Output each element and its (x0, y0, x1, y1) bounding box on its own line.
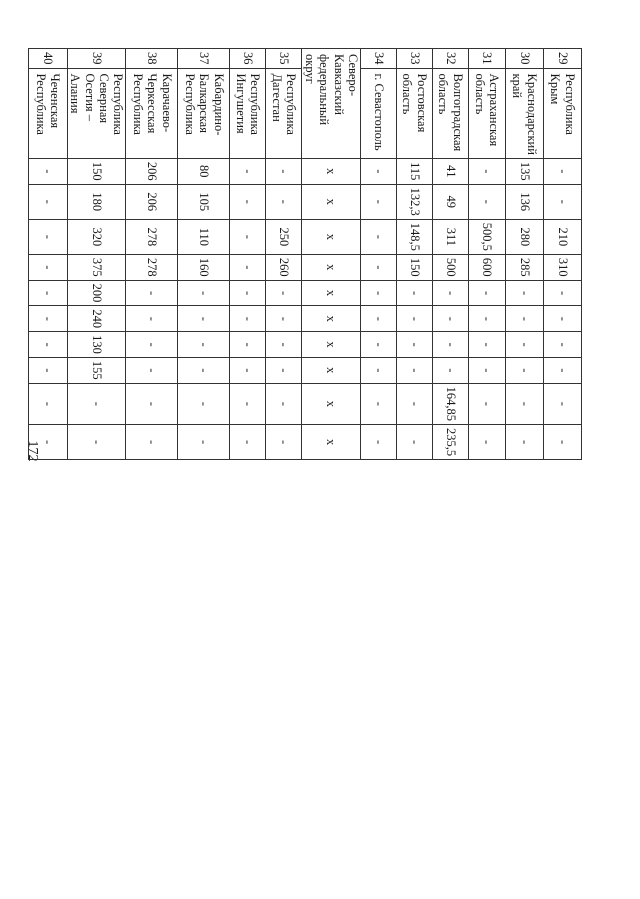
value-cell: - (361, 254, 397, 280)
value-cell: - (469, 425, 506, 460)
value-cell: - (230, 158, 266, 184)
value-cell: - (230, 332, 266, 358)
value-cell: - (361, 219, 397, 254)
value-cell: - (506, 425, 544, 460)
value-cell: - (68, 383, 127, 424)
table-row (29, 49, 68, 460)
value-cell: 150 (397, 254, 433, 280)
value-cell: - (544, 306, 582, 332)
page-number: 172 (25, 440, 40, 462)
value-cell: - (361, 425, 397, 460)
value-cell: 278 (126, 219, 178, 254)
value-cell: - (126, 425, 178, 460)
value-cell: - (397, 280, 433, 306)
value-cell: - (544, 280, 582, 306)
value-cell: - (126, 383, 178, 424)
table-row (361, 49, 397, 460)
value-cell: 206 (126, 184, 178, 219)
row-number-cell: 36 (230, 49, 266, 69)
value-cell: - (361, 306, 397, 332)
value-cell: х (302, 383, 361, 424)
value-cell: 311 (433, 219, 469, 254)
value-cell: - (506, 306, 544, 332)
value-cell: - (230, 184, 266, 219)
value-cell: - (68, 425, 127, 460)
value-cell: - (266, 383, 302, 424)
value-cell: - (266, 306, 302, 332)
row-number-cell: 31 (469, 49, 506, 69)
value-cell: - (266, 184, 302, 219)
value-cell: 155 (68, 357, 127, 383)
value-cell: - (397, 357, 433, 383)
value-cell: 310 (544, 254, 582, 280)
value-cell: - (361, 158, 397, 184)
value-cell: - (361, 280, 397, 306)
value-cell: 260 (266, 254, 302, 280)
value-cell: - (230, 383, 266, 424)
value-cell: - (433, 332, 469, 358)
table-row (68, 49, 127, 460)
region-name-cell: Ростовская область (397, 68, 433, 158)
value-cell: - (29, 425, 68, 460)
row-number-cell: 38 (126, 49, 178, 69)
value-cell: - (29, 332, 68, 358)
value-cell: - (469, 357, 506, 383)
region-name-cell: г. Севастополь (361, 68, 397, 158)
region-name-cell: Чеченская Республика (29, 68, 68, 158)
value-cell: 115 (397, 158, 433, 184)
value-cell: - (433, 357, 469, 383)
row-number-cell: 33 (397, 49, 433, 69)
value-cell: - (544, 184, 582, 219)
value-cell: 49 (433, 184, 469, 219)
value-cell: 130 (68, 332, 127, 358)
row-number-cell: 32 (433, 49, 469, 69)
row-number-cell: 30 (506, 49, 544, 69)
region-name-cell: Республика Крым (544, 68, 582, 158)
value-cell: - (230, 425, 266, 460)
value-cell: - (544, 383, 582, 424)
region-name-cell: Волгоградская область (433, 68, 469, 158)
value-cell: - (178, 280, 230, 306)
value-cell: 136 (506, 184, 544, 219)
table-row (506, 49, 544, 460)
value-cell: - (29, 184, 68, 219)
row-number-cell: 37 (178, 49, 230, 69)
value-cell: - (544, 425, 582, 460)
value-cell: - (29, 254, 68, 280)
table-row (302, 49, 361, 460)
row-number-cell: 39 (68, 49, 127, 69)
value-cell: х (302, 254, 361, 280)
row-number-cell: 29 (544, 49, 582, 69)
value-cell: - (29, 219, 68, 254)
value-cell: х (302, 332, 361, 358)
value-cell: х (302, 184, 361, 219)
value-cell: - (397, 383, 433, 424)
value-cell: - (469, 306, 506, 332)
value-cell: 41 (433, 158, 469, 184)
value-cell: 278 (126, 254, 178, 280)
value-cell: - (361, 184, 397, 219)
value-cell: 135 (506, 158, 544, 184)
value-cell: х (302, 357, 361, 383)
region-name-cell: Кабардино-Балкарская Республика (178, 68, 230, 158)
value-cell: х (302, 306, 361, 332)
value-cell: 210 (544, 219, 582, 254)
value-cell: - (397, 306, 433, 332)
value-cell: х (302, 280, 361, 306)
value-cell: - (469, 332, 506, 358)
region-name-cell: Республика Ингушетия (230, 68, 266, 158)
value-cell: - (230, 306, 266, 332)
value-cell: 280 (506, 219, 544, 254)
value-cell: - (544, 357, 582, 383)
value-cell: 206 (126, 158, 178, 184)
value-cell: - (29, 158, 68, 184)
value-cell: - (266, 357, 302, 383)
value-cell: - (29, 306, 68, 332)
value-cell: 150 (68, 158, 127, 184)
row-number-cell: 40 (29, 49, 68, 69)
value-cell: 110 (178, 219, 230, 254)
value-cell: - (361, 357, 397, 383)
value-cell: - (266, 280, 302, 306)
value-cell: - (266, 425, 302, 460)
region-name-cell: Северо-Кавказский федеральный округ (302, 49, 361, 159)
value-cell: - (178, 425, 230, 460)
value-cell: - (397, 425, 433, 460)
value-cell: - (469, 280, 506, 306)
value-cell: - (469, 184, 506, 219)
value-cell: 235,5 (433, 425, 469, 460)
value-cell: - (469, 383, 506, 424)
value-cell: 148,5 (397, 219, 433, 254)
value-cell: х (302, 219, 361, 254)
value-cell: 180 (68, 184, 127, 219)
table-row (433, 49, 469, 460)
value-cell: - (230, 219, 266, 254)
value-cell: 500,5 (469, 219, 506, 254)
value-cell: - (266, 158, 302, 184)
region-name-cell: Карачаево-Черкесская Республика (126, 68, 178, 158)
table-row (544, 49, 582, 460)
data-table (28, 48, 582, 460)
value-cell: - (126, 306, 178, 332)
value-cell: 200 (68, 280, 127, 306)
value-cell: - (178, 383, 230, 424)
value-cell: - (544, 158, 582, 184)
value-cell: - (126, 332, 178, 358)
value-cell: 80 (178, 158, 230, 184)
value-cell: х (302, 425, 361, 460)
value-cell: - (506, 332, 544, 358)
value-cell: 500 (433, 254, 469, 280)
value-cell: 250 (266, 219, 302, 254)
table-row (397, 49, 433, 460)
row-number-cell: 34 (361, 49, 397, 69)
value-cell: - (469, 158, 506, 184)
value-cell: х (302, 158, 361, 184)
value-cell: - (361, 332, 397, 358)
value-cell: - (266, 332, 302, 358)
value-cell: - (433, 280, 469, 306)
value-cell: 375 (68, 254, 127, 280)
value-cell: - (230, 357, 266, 383)
table-row (469, 49, 506, 460)
value-cell: 164,85 (433, 383, 469, 424)
value-cell: 600 (469, 254, 506, 280)
value-cell: - (433, 306, 469, 332)
value-cell: - (126, 357, 178, 383)
table-row (266, 49, 302, 460)
value-cell: 132,3 (397, 184, 433, 219)
region-name-cell: Республика Северная Осетия – Алания (68, 68, 127, 158)
value-cell: - (506, 280, 544, 306)
value-cell: - (126, 280, 178, 306)
value-cell: 160 (178, 254, 230, 280)
value-cell: - (230, 280, 266, 306)
value-cell: 320 (68, 219, 127, 254)
table-row (230, 49, 266, 460)
row-number-cell: 35 (266, 49, 302, 69)
region-name-cell: Астраханская область (469, 68, 506, 158)
table-row (178, 49, 230, 460)
value-cell: - (29, 280, 68, 306)
value-cell: 240 (68, 306, 127, 332)
value-cell: - (506, 383, 544, 424)
value-cell: - (178, 332, 230, 358)
value-cell: - (29, 383, 68, 424)
value-cell: 105 (178, 184, 230, 219)
value-cell: - (544, 332, 582, 358)
value-cell: - (29, 357, 68, 383)
region-name-cell: Краснодарский край (506, 68, 544, 158)
value-cell: - (178, 357, 230, 383)
value-cell: 285 (506, 254, 544, 280)
value-cell: - (506, 357, 544, 383)
value-cell: - (397, 332, 433, 358)
region-name-cell: Республика Дагестан (266, 68, 302, 158)
value-cell: - (230, 254, 266, 280)
table-row (126, 49, 178, 460)
value-cell: - (361, 383, 397, 424)
value-cell: - (178, 306, 230, 332)
